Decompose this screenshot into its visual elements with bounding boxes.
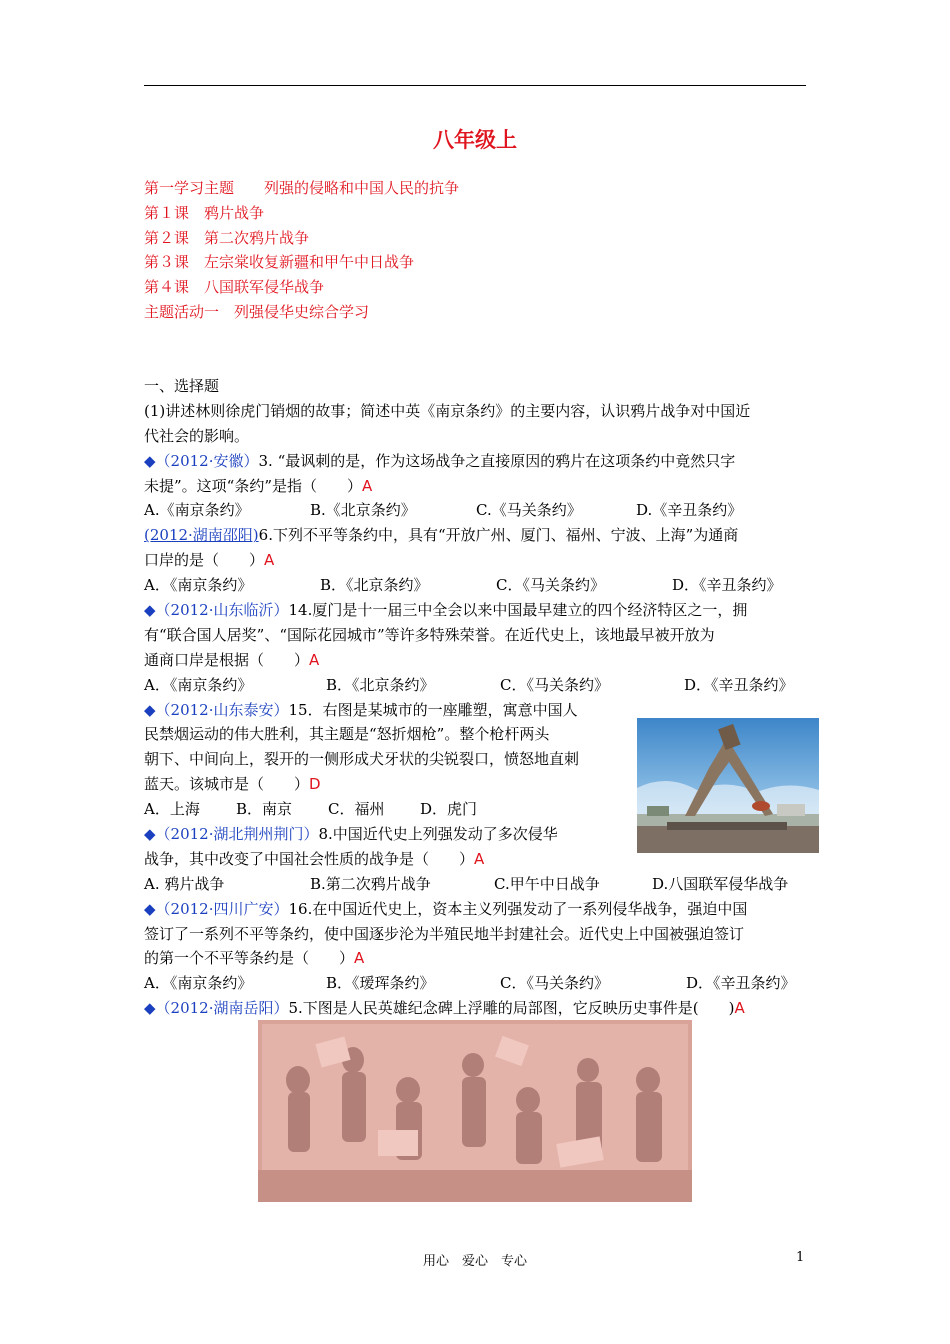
question-text: 签订了一系列不平等条约，使中国逐步沦为半殖民地半封建社会。近代史上中国被强迫签订 bbox=[144, 924, 745, 943]
option-c: C.甲午中日战争 bbox=[494, 874, 600, 893]
header-rule bbox=[144, 85, 806, 86]
question-3 bbox=[144, 598, 808, 623]
option-b: B.《北京条约》 bbox=[310, 501, 416, 520]
question-source: ◆（2012·四川广安） bbox=[144, 899, 289, 918]
question-source: ◆（2012·湖北荆州荆门） bbox=[144, 825, 319, 844]
question-text: 战争，其中改变了中国社会性质的战争是（ ） bbox=[144, 849, 475, 868]
question-source: ◆（2012·山东临沂） bbox=[144, 601, 289, 620]
option-a: A．《南京条约》 bbox=[144, 974, 253, 993]
toc-item: 第１课 鸦片战争 bbox=[144, 203, 265, 222]
option-a: A．上海 bbox=[144, 800, 200, 819]
option-c: C．《马关条约》 bbox=[500, 675, 609, 694]
options bbox=[144, 498, 808, 523]
question-2 bbox=[144, 523, 808, 548]
option-c: C．《马关条约》 bbox=[496, 576, 605, 595]
question-text: 3. “最讽刺的是，作为这场战争之直接原因的鸦片在这项条约中竟然只字 bbox=[258, 451, 736, 470]
options bbox=[144, 971, 808, 996]
question-text: 通商口岸是根据（ ） bbox=[144, 650, 310, 669]
option-b: B．《北京条约》 bbox=[320, 576, 429, 595]
option-d: D．虎门 bbox=[420, 800, 478, 819]
toc-item: 主题活动一 列强侵华史综合学习 bbox=[144, 302, 370, 321]
option-a: A.《南京条约》 bbox=[144, 501, 250, 520]
option-c: C.《马关条约》 bbox=[476, 501, 582, 520]
answer: A bbox=[354, 949, 365, 968]
options bbox=[144, 573, 808, 598]
question-source: ◆（2012·山东泰安） bbox=[144, 700, 289, 719]
intro-text: 代社会的影响。 bbox=[144, 426, 250, 445]
question-source: ◆（2012·湖南岳阳） bbox=[144, 999, 289, 1018]
page-number: 1 bbox=[796, 1250, 805, 1265]
option-a: A．《南京条约》 bbox=[144, 675, 253, 694]
toc-item: 第２课 第二次鸦片战争 bbox=[144, 228, 310, 247]
question-text: 5.下图是人民英雄纪念碑上浮雕的局部图，它反映历史事件是( ) bbox=[288, 999, 735, 1018]
answer: A bbox=[474, 849, 485, 868]
question-1 bbox=[144, 449, 808, 474]
question-text: 6.下列不平等条约中，具有“开放广州、厦门、福州、宁波、上海”为通商 bbox=[258, 526, 739, 545]
option-c: C．福州 bbox=[328, 800, 385, 819]
answer: D bbox=[309, 775, 321, 794]
relief-sculpture-photo bbox=[258, 1020, 692, 1202]
question-text: 的第一个不平等条约是（ ） bbox=[144, 949, 355, 968]
page-footer: 用心 爱心 专心 bbox=[422, 1254, 527, 1269]
question-text: 8.中国近代史上列强发动了多次侵华 bbox=[318, 825, 558, 844]
options bbox=[144, 673, 808, 698]
answer: A bbox=[734, 999, 745, 1018]
question-text: 14.厦门是十一届三中全会以来中国最早建立的四个经济特区之一，拥 bbox=[288, 601, 748, 620]
option-d: D．《辛丑条约》 bbox=[672, 576, 782, 595]
question-text: 口岸的是（ ） bbox=[144, 551, 265, 570]
section-heading: 一、选择题 bbox=[144, 377, 220, 395]
toc-item: 第４课 八国联军侵华战争 bbox=[144, 278, 325, 297]
question-text: 蓝天。该城市是（ ） bbox=[144, 775, 310, 794]
intro-text: (1)讲述林则徐虎门销烟的故事；简述中英《南京条约》的主要内容，认识鸦片战争对中国近 bbox=[144, 401, 751, 420]
question-text: 未提”。这项“条约”是指（ ） bbox=[144, 476, 363, 495]
option-b: B.第二次鸦片战争 bbox=[310, 874, 431, 893]
option-d: D．《辛丑条约》 bbox=[686, 974, 796, 993]
table-of-contents bbox=[144, 176, 459, 325]
question-source: ◆（2012·安徽） bbox=[144, 451, 259, 470]
answer: A bbox=[264, 551, 275, 570]
question-text: 16.在中国近代史上，资本主义列强发动了一系列侵华战争，强迫中国 bbox=[288, 899, 748, 918]
option-a: A. 鸦片战争 bbox=[144, 874, 225, 893]
toc-item: 第３课 左宗棠收复新疆和甲午中日战争 bbox=[144, 253, 415, 272]
options bbox=[144, 872, 808, 897]
question-source: (2012·湖南邵阳) bbox=[144, 526, 259, 545]
option-b: B．《北京条约》 bbox=[326, 675, 435, 694]
question-text: 有“联合国人居奖”、“国际花园城市”等许多特殊荣誉。在近代史上，该地最早被开放为 bbox=[144, 625, 715, 644]
option-d: D．《辛丑条约》 bbox=[684, 675, 794, 694]
question-7 bbox=[144, 996, 808, 1021]
option-c: C．《马关条约》 bbox=[500, 974, 609, 993]
toc-item: 第一学习主题 列强的侵略和中国人民的抗争 bbox=[144, 179, 460, 197]
question-text: 朝下、中间向上，裂开的一侧形成犬牙状的尖锐裂口，愤怒地直刺 bbox=[144, 750, 580, 769]
option-d: D.八国联军侵华战争 bbox=[652, 874, 789, 893]
question-text: 民禁烟运动的伟大胜利，其主题是“怒折烟枪”。整个枪杆两头 bbox=[144, 725, 550, 744]
answer: A bbox=[362, 476, 373, 495]
page-title: 八年级上 bbox=[433, 128, 517, 152]
option-b: B．《瑷珲条约》 bbox=[326, 974, 435, 993]
question-6 bbox=[144, 897, 808, 922]
question-text: 15．右图是某城市的一座雕塑，寓意中国人 bbox=[288, 700, 578, 719]
option-b: B．南京 bbox=[236, 800, 293, 819]
sculpture-photo bbox=[637, 718, 819, 853]
question-list bbox=[144, 374, 808, 1021]
option-a: A．《南京条约》 bbox=[144, 576, 253, 595]
option-d: D.《辛丑条约》 bbox=[636, 501, 743, 520]
answer: A bbox=[309, 650, 320, 669]
